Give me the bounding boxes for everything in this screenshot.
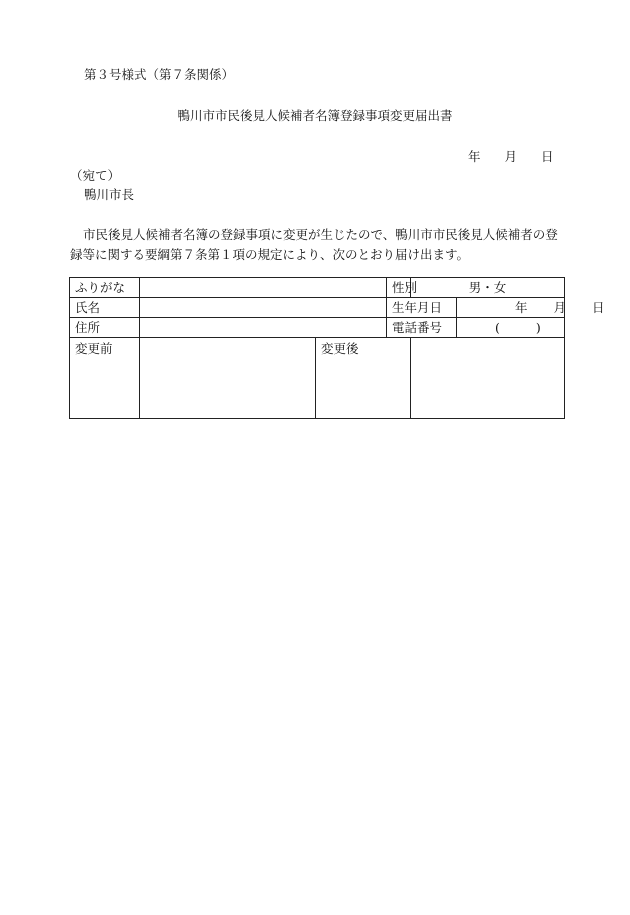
change-row	[70, 338, 565, 419]
document-title: 鴨川市市民後見人候補者名簿登録事項変更届出書	[177, 108, 453, 123]
furigana-row	[70, 278, 565, 298]
gender-label	[387, 278, 418, 298]
after-change-field[interactable]	[411, 338, 565, 419]
birth-day-label: 日	[592, 300, 605, 315]
before-change-label: 変更前	[70, 338, 140, 419]
furigana-label: ふりがな	[70, 278, 140, 298]
addressee-label: （宛て）	[70, 168, 121, 183]
gender-field[interactable]	[411, 278, 565, 298]
submission-date-line	[468, 149, 554, 165]
phone-label: 電話番号	[387, 318, 457, 337]
address-field[interactable]	[140, 318, 387, 338]
gender-label-text: 性別	[392, 279, 418, 295]
date-month-label: 月	[504, 149, 518, 164]
declaration-text: 市民後見人候補者名簿の登録事項に変更が生じたので、鴨川市市民後見人候補者の登録等に関する要綱第７条第１項の規定により、次のとおり届け出ます。	[70, 227, 558, 262]
name-row	[70, 298, 565, 318]
furigana-field[interactable]	[140, 278, 387, 298]
address-label: 住所	[70, 318, 140, 338]
phone-field[interactable]	[387, 318, 565, 338]
gender-options: 男・女	[468, 279, 507, 295]
name-field[interactable]	[140, 298, 387, 318]
date-day-label: 日	[541, 149, 554, 164]
birth-year-label: 年	[515, 300, 528, 315]
change-notification-form	[69, 277, 605, 419]
phone-close-paren: )	[535, 320, 541, 335]
form-number: 第３号様式（第７条関係）	[84, 67, 235, 82]
before-change-field[interactable]	[140, 338, 316, 419]
birth-month-label: 月	[553, 300, 567, 315]
name-label: 氏名	[70, 298, 140, 318]
date-year-label: 年	[468, 149, 481, 164]
after-change-label: 変更後	[316, 338, 411, 419]
birthdate-label: 生年月日	[387, 298, 457, 317]
birthdate-field[interactable]	[387, 298, 605, 318]
addressee-name: 鴨川市長	[84, 187, 135, 202]
phone-open-paren: (	[495, 320, 500, 335]
address-row	[70, 318, 565, 338]
